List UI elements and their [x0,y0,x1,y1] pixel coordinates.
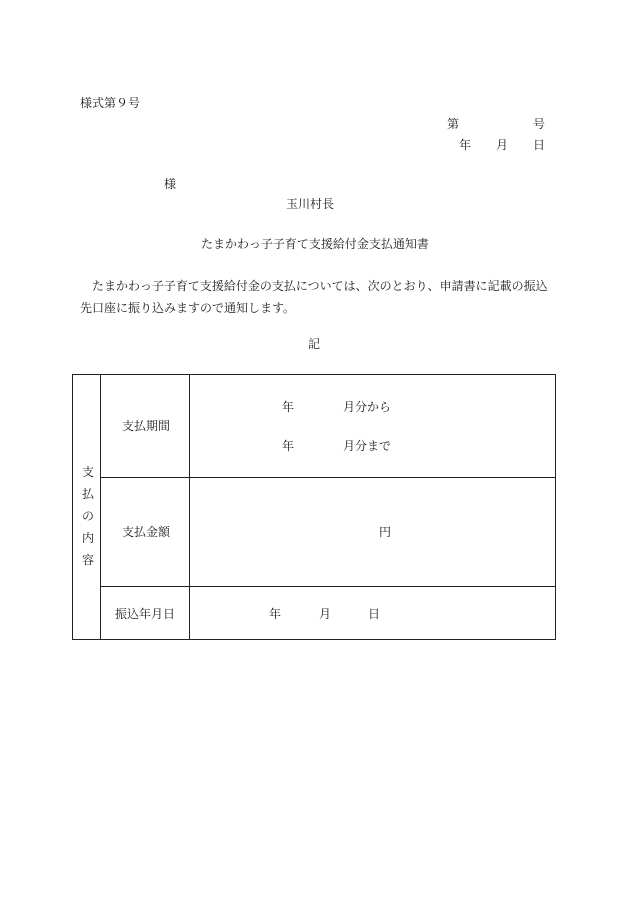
period-to-year: 年 [282,439,295,453]
date-month: 月 [496,138,509,152]
form-number: 様式第９号 [80,96,141,110]
period-from-month: 月分から [343,400,392,414]
body-text: たまかわっ子子育て支援給付金の支払については、次のとおり、申請書に記載の振込先口座に振り込みますので通知します。 [80,279,548,315]
addressee-suffix: 様 [164,177,177,191]
section-label: 支払の内容 [81,465,94,567]
transfer-year: 年 [269,607,282,621]
issuer: 玉川村長 [286,197,335,211]
period-to-month: 月分まで [343,439,392,453]
table-divider [100,375,101,639]
payment-details-table [72,374,556,640]
doc-number-suffix: 号 [533,117,546,131]
table-divider [100,586,555,587]
transfer-month: 月 [319,607,332,621]
table-divider [100,477,555,478]
date-year: 年 [459,138,472,152]
table-divider [189,375,190,639]
date-day: 日 [533,138,546,152]
document-title: たまかわっ子子育て支援給付金支払通知書 [201,237,429,251]
transfer-day: 日 [368,607,381,621]
ki-heading: 記 [308,337,321,351]
doc-number-prefix: 第 [447,117,460,131]
amount-label: 支払金額 [122,525,171,539]
transfer-date-label: 振込年月日 [115,607,176,621]
amount-unit: 円 [379,525,392,539]
period-label: 支払期間 [122,419,171,433]
period-from-year: 年 [282,400,295,414]
